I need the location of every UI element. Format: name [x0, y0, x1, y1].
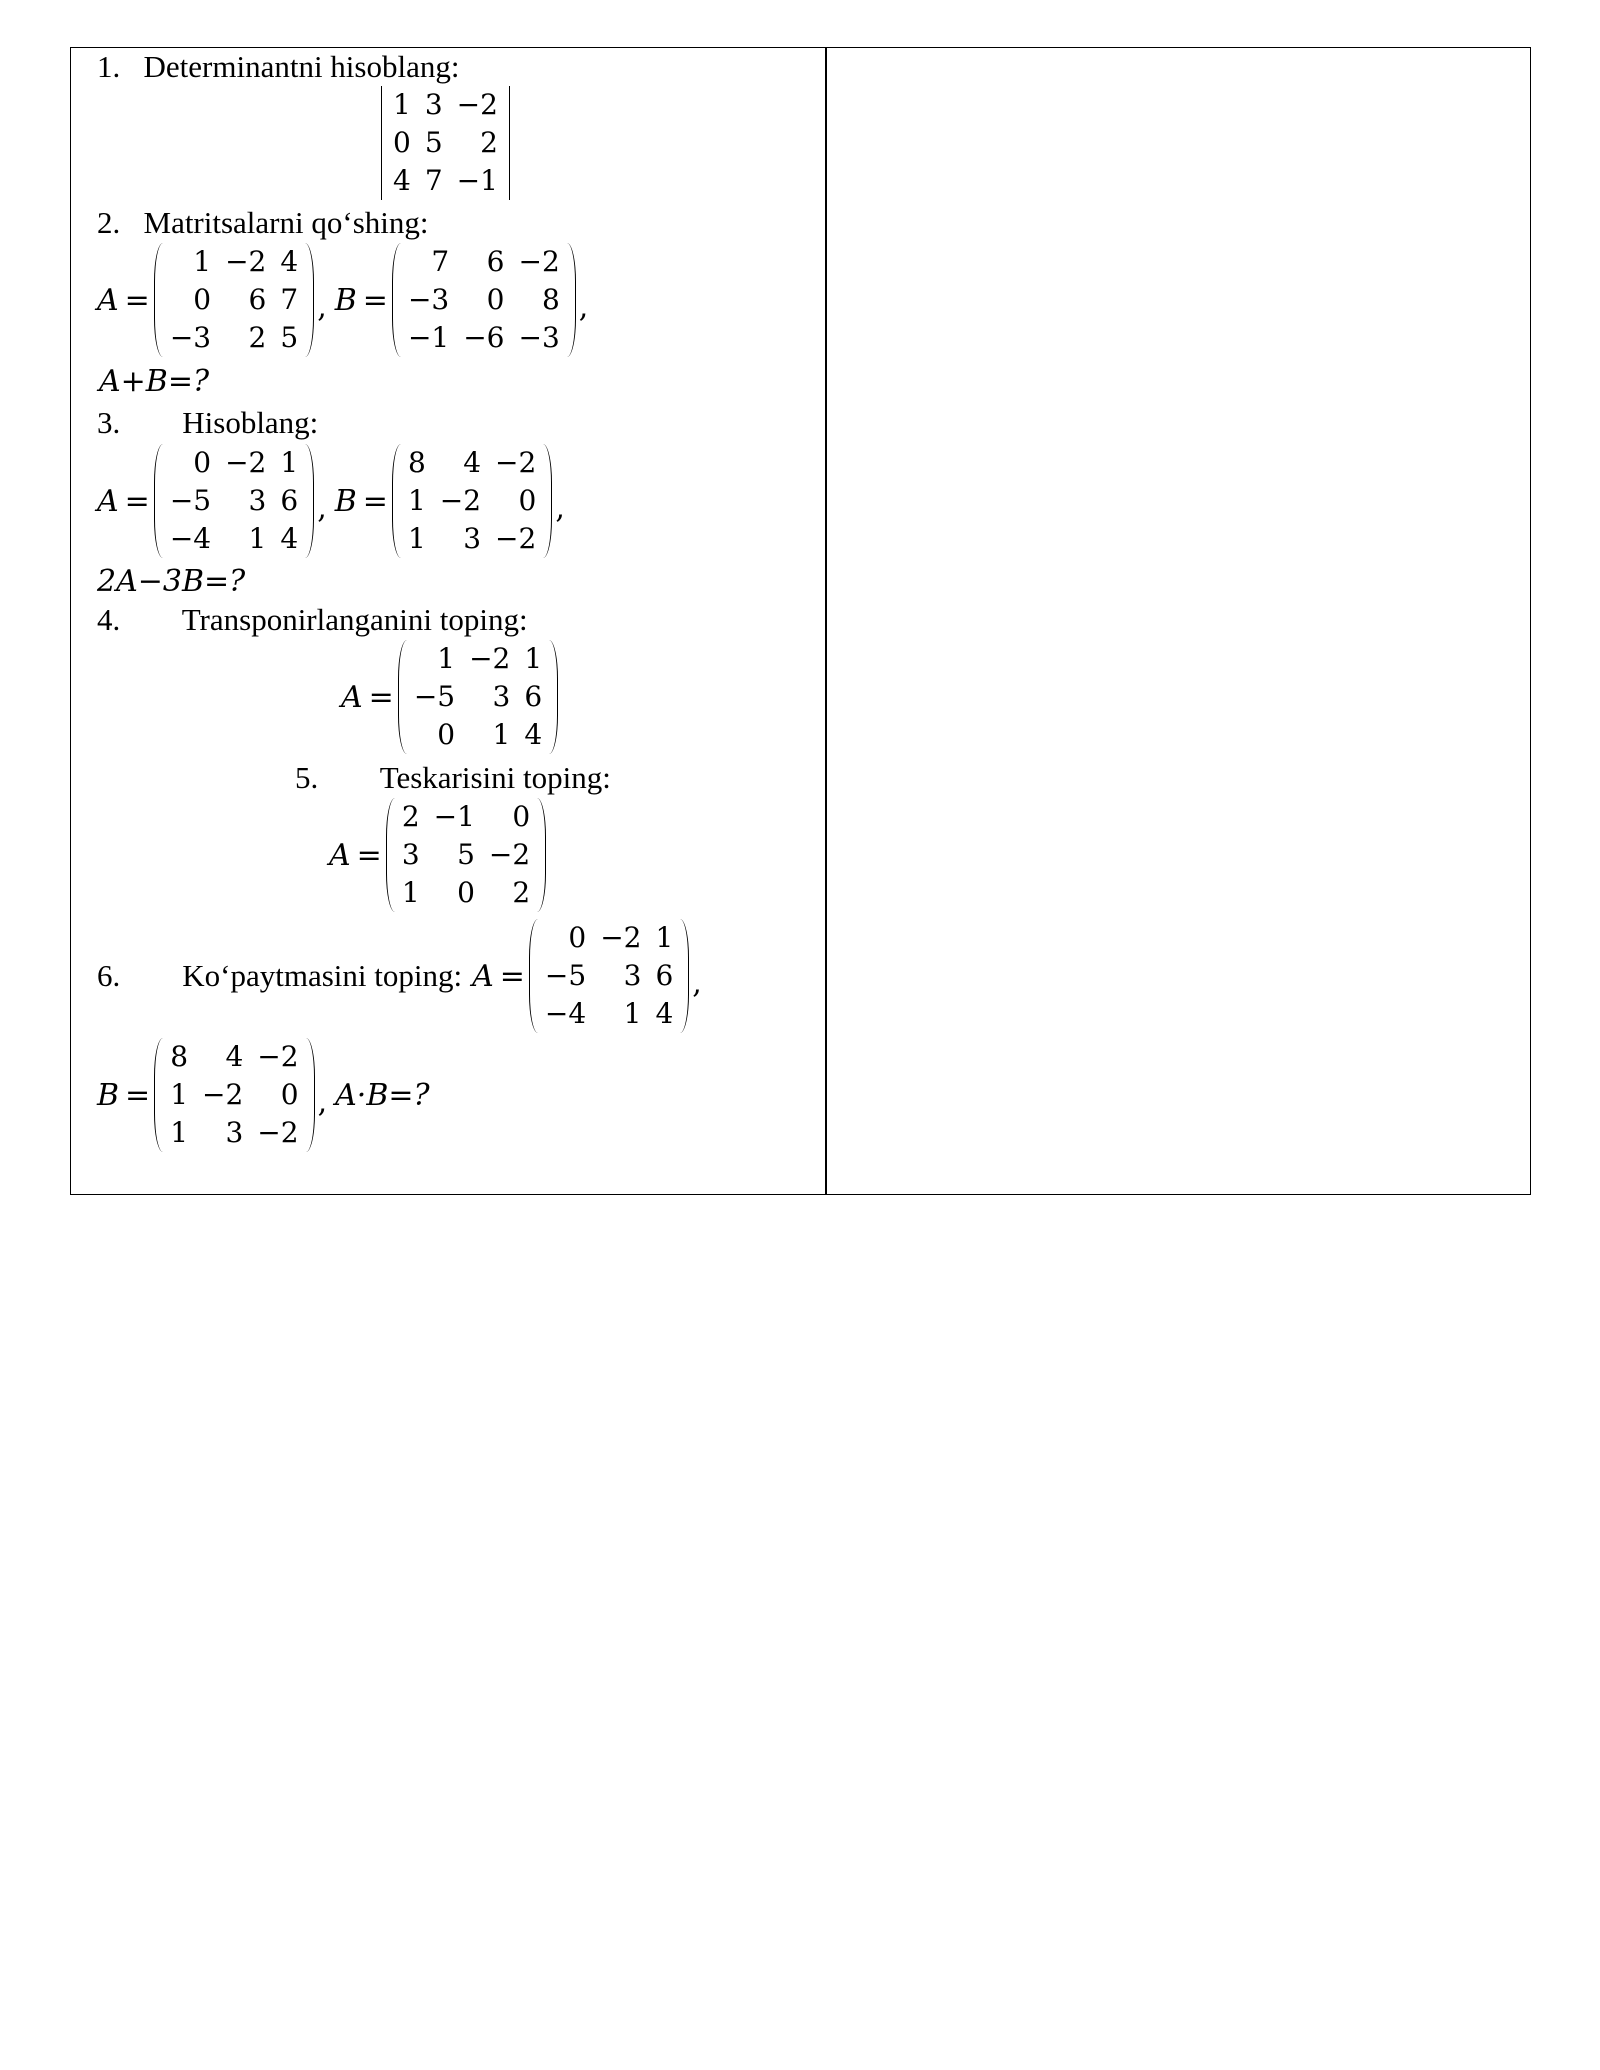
problem-3-heading — [97, 404, 318, 442]
matrix-a-label: A — [97, 282, 119, 318]
matrix-row — [163, 1114, 305, 1152]
problem-title: Ko‘paytmasini toping: — [182, 958, 463, 993]
comma: , — [555, 490, 565, 526]
problem-number: 1. — [97, 49, 121, 84]
matrix-entry: 2 — [248, 321, 267, 354]
problem-6-heading — [97, 957, 462, 995]
p1-determinant — [381, 86, 510, 200]
matrix-entry: 3 — [424, 88, 443, 121]
matrix-entry: 1 — [193, 245, 212, 278]
matrix-entry: −2 — [495, 522, 537, 555]
equals-sign: = — [356, 837, 382, 873]
matrix-row — [401, 243, 567, 281]
matrix-entry: 1 — [623, 997, 642, 1030]
matrix-entry: 6 — [486, 245, 505, 278]
matrix-row — [407, 640, 549, 678]
matrix-row — [163, 520, 305, 558]
matrix-row — [386, 124, 505, 162]
matrix-entry: 0 — [193, 446, 212, 479]
matrix-entry: 1 — [407, 522, 426, 555]
matrix-entry: −3 — [169, 321, 212, 354]
matrix-b-label: B — [334, 483, 357, 519]
matrix-entry: 8 — [170, 1040, 189, 1073]
matrix-entry: 1 — [437, 642, 456, 675]
p3-matrices — [97, 444, 573, 558]
matrix-entry: 3 — [623, 959, 642, 992]
matrix-entry: 0 — [193, 283, 212, 316]
matrix-entry: 8 — [541, 283, 560, 316]
matrix-entry: 3 — [225, 1116, 244, 1149]
p5-matrix — [329, 798, 546, 912]
p4-matrix — [341, 640, 558, 754]
p2-matrices — [97, 243, 596, 357]
problem-1-heading — [97, 48, 459, 86]
comma: , — [317, 490, 327, 526]
problem-number: 6. — [97, 958, 121, 993]
matrix-entry: 4 — [655, 997, 674, 1030]
matrix-row — [538, 957, 680, 995]
p6-question: A·B=? — [335, 1077, 430, 1113]
matrix-row — [163, 1038, 305, 1076]
matrix-entry: 4 — [280, 245, 299, 278]
matrix-entry: 5 — [457, 838, 475, 871]
matrix-cells — [163, 243, 305, 357]
matrix-a — [154, 243, 314, 357]
matrix-entry: 6 — [248, 283, 267, 316]
matrix-entry: −1 — [433, 800, 475, 833]
matrix-a — [529, 919, 689, 1033]
problem-title: Determinantni hisoblang: — [143, 49, 460, 84]
matrix-cells — [395, 798, 537, 912]
matrix-entry: 3 — [492, 680, 511, 713]
comma: , — [317, 289, 327, 325]
matrix-a — [386, 798, 546, 912]
matrix-entry: −2 — [257, 1116, 299, 1149]
matrix-a-label: A — [341, 679, 363, 715]
matrix-b — [154, 1038, 314, 1152]
equals-sign: = — [362, 282, 388, 318]
matrix-entry: 3 — [248, 484, 267, 517]
matrix-entry: 2 — [480, 126, 498, 159]
matrix-entry: −4 — [544, 997, 587, 1030]
matrix-row — [401, 319, 567, 357]
problem-table — [70, 47, 1531, 1195]
matrix-entry: 7 — [424, 164, 443, 197]
matrix-entry: 0 — [280, 1078, 299, 1111]
matrix-row — [163, 1076, 305, 1114]
matrix-entry: −2 — [488, 838, 531, 871]
matrix-entry: 0 — [518, 484, 537, 517]
comma: , — [578, 289, 589, 325]
matrix-entry: 0 — [437, 718, 456, 751]
matrix-entry: −2 — [518, 245, 560, 278]
matrix-row — [407, 716, 549, 754]
matrix-entry: −3 — [518, 321, 560, 354]
problem-5-heading — [295, 759, 611, 797]
matrix-cells — [401, 444, 543, 558]
matrix-entry: 4 — [393, 164, 411, 197]
matrix-row — [401, 444, 543, 482]
matrix-row — [163, 444, 305, 482]
matrix-entry: −4 — [169, 522, 212, 555]
problem-title: Transponirlanganini toping: — [181, 602, 528, 637]
matrix-b — [392, 243, 576, 357]
matrix-entry: 5 — [280, 321, 299, 354]
p6-line — [97, 919, 710, 1033]
matrix-cells — [407, 640, 549, 754]
matrix-row — [395, 836, 537, 874]
comma: , — [317, 1084, 328, 1120]
matrix-entry: −2 — [469, 642, 511, 675]
matrix-entry: 0 — [457, 876, 475, 909]
matrix-entry: −2 — [202, 1078, 244, 1111]
equals-sign: = — [124, 282, 150, 318]
matrix-entry: −2 — [439, 484, 482, 517]
matrix-entry: 6 — [655, 959, 674, 992]
column-divider — [825, 48, 827, 1194]
equals-sign: = — [125, 1077, 151, 1113]
matrix-entry: 1 — [492, 718, 511, 751]
matrix-entry: 3 — [401, 838, 420, 871]
matrix-b-label: B — [97, 1077, 120, 1113]
matrix-entry: −2 — [456, 88, 498, 121]
matrix-entry: −3 — [407, 283, 450, 316]
matrix-entry: −1 — [456, 164, 498, 197]
matrix-entry: 7 — [431, 245, 450, 278]
matrix-entry: −1 — [407, 321, 450, 354]
matrix-entry: 0 — [486, 283, 505, 316]
matrix-entry: −5 — [544, 959, 587, 992]
matrix-row — [163, 243, 305, 281]
matrix-entry: 7 — [280, 283, 299, 316]
matrix-a-label: A — [97, 483, 119, 519]
matrix-entry: 4 — [225, 1040, 244, 1073]
matrix-row — [386, 162, 505, 200]
matrix-entry: 1 — [655, 921, 674, 954]
matrix-entry: −2 — [225, 245, 267, 278]
matrix-entry: 0 — [393, 126, 411, 159]
matrix-cells — [386, 86, 505, 200]
matrix-cells — [163, 1038, 305, 1152]
matrix-row — [386, 86, 505, 124]
matrix-row — [163, 482, 305, 520]
matrix-cells — [163, 444, 305, 558]
matrix-cells — [401, 243, 567, 357]
matrix-entry: 1 — [393, 88, 411, 121]
matrix-entry: 1 — [170, 1078, 189, 1111]
matrix-row — [395, 798, 537, 836]
matrix-entry: 1 — [407, 484, 426, 517]
matrix-row — [163, 281, 305, 319]
problem-number: 5. — [295, 760, 319, 795]
matrix-row — [538, 995, 680, 1033]
matrix-entry: 8 — [407, 446, 426, 479]
problem-title: Teskarisini toping: — [379, 760, 611, 795]
matrix-entry: 1 — [401, 876, 420, 909]
matrix-entry: −5 — [413, 680, 456, 713]
matrix-b — [392, 444, 552, 558]
matrix-entry: 2 — [512, 876, 531, 909]
p6-matrix-b-line — [97, 1038, 430, 1152]
p3-question: 2A−3B=? — [97, 564, 246, 599]
p2-question: A+B=? — [99, 364, 210, 399]
matrix-entry: 3 — [463, 522, 482, 555]
matrix-entry: 1 — [280, 446, 299, 479]
matrix-a — [398, 640, 558, 754]
matrix-row — [401, 281, 567, 319]
matrix-row — [538, 919, 680, 957]
problem-number: 4. — [97, 602, 121, 637]
matrix-entry: 6 — [524, 680, 543, 713]
problem-number: 2. — [97, 205, 121, 240]
matrix-row — [395, 874, 537, 912]
matrix-entry: 2 — [401, 800, 420, 833]
matrix-entry: 5 — [424, 126, 443, 159]
matrix-a — [154, 444, 314, 558]
matrix-entry: −2 — [600, 921, 642, 954]
matrix-row — [401, 482, 543, 520]
comma: , — [692, 965, 702, 1001]
matrix-row — [407, 678, 549, 716]
matrix-entry: 4 — [280, 522, 299, 555]
problem-title: Hisoblang: — [182, 405, 319, 440]
equals-sign: = — [368, 679, 394, 715]
matrix-a-label: A — [472, 958, 494, 994]
matrix-row — [163, 319, 305, 357]
matrix-entry: −5 — [169, 484, 212, 517]
matrix-entry: −2 — [225, 446, 267, 479]
problem-title: Matritsalarni qo‘shing: — [143, 205, 429, 240]
problem-number: 3. — [97, 405, 121, 440]
equals-sign: = — [124, 483, 150, 519]
matrix-a-label: A — [329, 837, 351, 873]
matrix-entry: −6 — [463, 321, 505, 354]
matrix-b-label: B — [334, 282, 357, 318]
problem-2-heading — [97, 204, 428, 242]
matrix-row — [401, 520, 543, 558]
matrix-entry: 1 — [248, 522, 267, 555]
matrix-entry: 0 — [512, 800, 531, 833]
equals-sign: = — [362, 483, 388, 519]
matrix-entry: 0 — [568, 921, 587, 954]
matrix-entry: 6 — [280, 484, 299, 517]
matrix-entry: 4 — [524, 718, 543, 751]
matrix-entry: 1 — [524, 642, 543, 675]
matrix-entry: 4 — [463, 446, 482, 479]
matrix-entry: −2 — [495, 446, 537, 479]
matrix-entry: 1 — [170, 1116, 189, 1149]
matrix-cells — [538, 919, 680, 1033]
matrix-entry: −2 — [257, 1040, 299, 1073]
problem-4-heading — [97, 601, 528, 639]
equals-sign: = — [499, 958, 525, 994]
